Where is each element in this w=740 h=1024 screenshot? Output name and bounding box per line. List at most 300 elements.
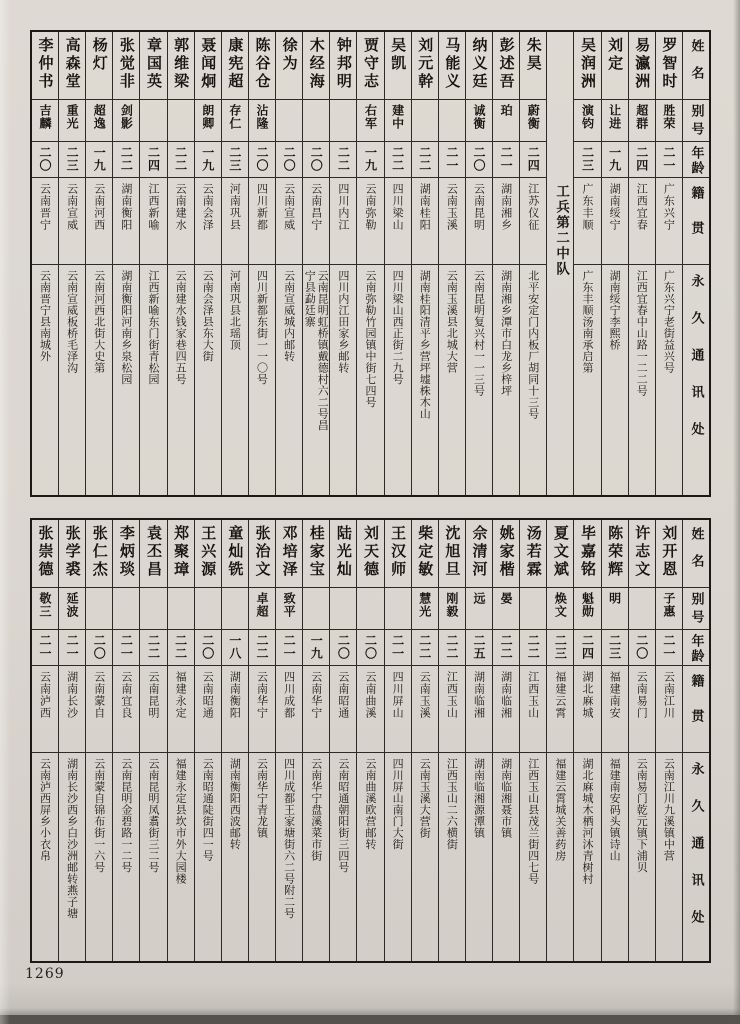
person-native-place: 江西玉山 [445, 671, 459, 719]
person-column [194, 520, 221, 961]
person-column [384, 520, 411, 961]
person-native-place: 湖南湘乡 [499, 183, 513, 231]
person-address: 云南会泽县东大街 [201, 270, 215, 362]
person-age-cell [330, 630, 356, 666]
person-age: 二三 [553, 634, 568, 660]
person-address: 云南华宁盘溪菜市街 [309, 758, 323, 862]
person-name: 王汉师 [389, 525, 408, 579]
person-age: 二〇 [37, 146, 52, 172]
person-native-cell [86, 178, 112, 265]
person-native-place: 四川内江 [336, 183, 350, 231]
person-name-cell [276, 520, 302, 588]
person-age-cell [330, 142, 356, 178]
person-address-cell [276, 265, 302, 495]
person-name-cell [32, 32, 58, 100]
person-native-place: 江西宜春 [635, 183, 649, 231]
person-address: 云南江川九溪镇中营 [662, 758, 676, 862]
person-address-cell [520, 265, 546, 495]
person-name: 刘天德 [361, 525, 380, 579]
person-age: 二〇 [254, 146, 269, 172]
person-alias-cell [59, 100, 85, 142]
person-age: 二一 [661, 146, 676, 172]
person-age-cell [113, 630, 139, 666]
person-column [628, 520, 655, 961]
person-alias-cell [629, 588, 655, 630]
person-native-cell [520, 178, 546, 265]
person-age-cell [574, 630, 600, 666]
page-number: 1269 [25, 966, 65, 982]
person-name-cell [520, 520, 546, 588]
person-name-cell [303, 520, 329, 588]
header-address-label: 永久通讯处 [688, 762, 704, 947]
person-native-cell [466, 666, 492, 753]
person-alias-cell [113, 100, 139, 142]
person-name-cell [439, 32, 465, 100]
unit-section-column [546, 32, 573, 495]
person-column [167, 520, 194, 961]
person-native-cell [303, 178, 329, 265]
person-name-cell [493, 520, 519, 588]
person-address: 云南华宁青龙镇 [255, 758, 269, 839]
person-address: 云南宣威城内邮转 [282, 270, 296, 362]
person-native-place: 福建云霄 [553, 671, 567, 719]
person-column [573, 32, 600, 495]
person-native-cell [113, 178, 139, 265]
person-native-cell [574, 178, 600, 265]
person-name-cell [59, 520, 85, 588]
person-address: 云南河西北街大史第 [92, 270, 106, 374]
person-native-place: 云南河西 [92, 183, 106, 231]
person-column [32, 520, 58, 961]
header-native-cell [683, 178, 709, 265]
person-alias: 超群 [634, 104, 649, 130]
person-name: 纳义廷 [470, 37, 489, 91]
person-address-cell [86, 265, 112, 495]
person-name-cell [113, 520, 139, 588]
person-age-cell [32, 630, 58, 666]
person-address: 江西新喻东门街青松园 [146, 270, 160, 385]
person-age-cell [412, 630, 438, 666]
person-age: 二四 [580, 634, 595, 660]
person-address: 云南昆明虹桥镇戴德村六二号昌宁县勐廷寨 [303, 270, 330, 431]
person-address: 云南曲溪欧营邮转 [363, 758, 377, 850]
person-age-cell [357, 630, 383, 666]
person-address: 湖南衡阳河南乡泉松园 [119, 270, 133, 385]
person-native-cell [547, 666, 573, 753]
person-column [438, 520, 465, 961]
person-alias: 刚毅 [444, 592, 459, 618]
person-column [248, 32, 275, 495]
person-native-place: 江西玉山 [526, 671, 540, 719]
person-age-cell [385, 630, 411, 666]
person-name: 聂闻炯 [199, 37, 218, 91]
person-native-place: 云南宣威 [282, 183, 296, 231]
person-name-cell [656, 32, 682, 100]
person-address-cell [140, 753, 166, 961]
person-age-cell [466, 142, 492, 178]
person-name-cell [357, 32, 383, 100]
person-column [194, 32, 221, 495]
person-age-cell [249, 630, 275, 666]
person-alias-cell [466, 588, 492, 630]
person-alias-cell [59, 588, 85, 630]
person-age: 二一 [661, 634, 676, 660]
person-address-cell [385, 753, 411, 961]
person-column [167, 32, 194, 495]
person-name: 马能义 [443, 37, 462, 91]
person-alias: 让进 [607, 104, 622, 130]
person-native-cell [276, 178, 302, 265]
person-age-cell [276, 630, 302, 666]
person-alias: 明 [607, 592, 622, 605]
person-column [58, 32, 85, 495]
person-column [655, 32, 682, 495]
person-address-cell [249, 265, 275, 495]
person-native-place: 云南会泽 [201, 183, 215, 231]
person-address-cell [330, 265, 356, 495]
scan-edge-left [0, 0, 10, 1024]
person-native-cell [303, 666, 329, 753]
person-age-cell [520, 630, 546, 666]
person-column [302, 32, 329, 495]
person-column [356, 520, 383, 961]
person-native-place: 广东丰顺 [580, 183, 594, 231]
person-age-cell [168, 142, 194, 178]
person-age: 二一 [37, 634, 52, 660]
person-name: 易瀛洲 [633, 37, 652, 91]
person-native-cell [357, 178, 383, 265]
person-address-cell [439, 265, 465, 495]
person-address: 云南易门乾元镇下浦贝 [635, 758, 649, 873]
person-age-cell [113, 142, 139, 178]
person-address-cell [357, 753, 383, 961]
person-alias-cell [385, 100, 411, 142]
person-native-place: 云南江川 [662, 671, 676, 719]
person-name-cell [439, 520, 465, 588]
person-native-place: 云南易门 [635, 671, 649, 719]
person-age: 二〇 [92, 634, 107, 660]
person-age-cell [168, 630, 194, 666]
person-alias: 超逸 [92, 104, 107, 130]
person-alias-cell [547, 588, 573, 630]
header-name-cell [683, 520, 709, 588]
person-native-place: 云南玉溪 [445, 183, 459, 231]
person-age: 二二 [499, 634, 514, 660]
person-address-cell [303, 753, 329, 961]
person-name-cell [574, 520, 600, 588]
person-alias: 卓超 [254, 592, 269, 618]
person-address-cell [195, 265, 221, 495]
person-age: 二二 [254, 634, 269, 660]
person-address: 湖南桂阳清平乡营坪墟株木山 [418, 270, 432, 420]
person-column [139, 520, 166, 961]
person-name: 邓培泽 [280, 525, 299, 579]
person-column [573, 520, 600, 961]
person-name-cell [385, 520, 411, 588]
person-address-cell [168, 265, 194, 495]
person-name-cell [140, 32, 166, 100]
person-address: 江西玉山二六横街 [445, 758, 459, 850]
person-native-cell [140, 666, 166, 753]
person-native-cell [195, 666, 221, 753]
person-age-cell [439, 142, 465, 178]
person-address: 云南宣威板桥毛泽沟 [65, 270, 79, 374]
person-native-cell [330, 178, 356, 265]
person-address: 四川成都王家塘街六二号附二号 [282, 758, 296, 919]
person-age-cell [629, 630, 655, 666]
person-name-cell [520, 32, 546, 100]
person-name-cell [140, 520, 166, 588]
person-name: 彭述吾 [497, 37, 516, 91]
person-name-cell [412, 520, 438, 588]
person-age-cell [195, 630, 221, 666]
person-address: 湖南绥宁李熙桥 [608, 270, 622, 351]
person-name-cell [547, 520, 573, 588]
person-name: 高森堂 [63, 37, 82, 91]
person-alias-cell [602, 100, 628, 142]
person-native-place: 湖南临湘 [499, 671, 513, 719]
person-age: 二二 [336, 146, 351, 172]
person-alias-cell [168, 100, 194, 142]
person-age-cell [602, 630, 628, 666]
person-column [329, 520, 356, 961]
person-name-cell [59, 32, 85, 100]
person-age-cell [520, 142, 546, 178]
header-alias-label: 别号 [688, 592, 704, 628]
person-address: 云南昆明复兴村一一三号 [472, 270, 486, 397]
person-native-place: 云南昌宁 [309, 183, 323, 231]
person-age: 二五 [471, 634, 486, 660]
person-native-cell [59, 178, 85, 265]
person-native-cell [168, 178, 194, 265]
person-address: 云南玉溪县北城大营 [445, 270, 459, 374]
person-native-cell [656, 178, 682, 265]
person-name: 佘清河 [470, 525, 489, 579]
person-name: 徐为 [280, 37, 299, 73]
person-age-cell [86, 142, 112, 178]
person-name: 毕嘉铭 [578, 525, 597, 579]
person-column [85, 520, 112, 961]
person-native-cell [168, 666, 194, 753]
person-age-cell [59, 142, 85, 178]
person-age: 二一 [65, 634, 80, 660]
person-column [465, 520, 492, 961]
person-age-cell [59, 630, 85, 666]
person-name: 张仁杰 [90, 525, 109, 579]
person-age-cell [629, 142, 655, 178]
person-age: 一九 [607, 146, 622, 172]
person-age: 二一 [390, 634, 405, 660]
person-age-cell [466, 630, 492, 666]
person-name-cell [249, 32, 275, 100]
person-name: 陆光灿 [334, 525, 353, 579]
person-alias-cell [140, 100, 166, 142]
person-address: 四川屏山南门大街 [391, 758, 405, 850]
person-name: 李炳琰 [117, 525, 136, 579]
person-address: 北平安定门内板厂胡同十三号 [526, 270, 540, 420]
person-name: 刘开恩 [660, 525, 679, 579]
person-address-cell [168, 753, 194, 961]
person-age-cell [547, 630, 573, 666]
person-native-place: 江苏仪征 [526, 183, 540, 231]
person-column [411, 32, 438, 495]
person-column [356, 32, 383, 495]
person-name-cell [168, 520, 194, 588]
person-alias: 重光 [65, 104, 80, 130]
person-address: 云南建水钱家巷四五号 [174, 270, 188, 385]
person-alias-cell [385, 588, 411, 630]
person-alias: 诚衡 [471, 104, 486, 130]
person-name-cell [222, 32, 248, 100]
person-alias: 吉麟 [37, 104, 52, 130]
person-name-cell [32, 520, 58, 588]
person-name: 李仲书 [36, 37, 55, 91]
person-native-cell [629, 178, 655, 265]
person-column [112, 32, 139, 495]
person-address-cell [357, 265, 383, 495]
person-address: 河南巩县北瑶顶 [228, 270, 242, 351]
person-alias-cell [493, 588, 519, 630]
person-native-cell [493, 666, 519, 753]
person-age-cell [222, 630, 248, 666]
person-address-cell [385, 265, 411, 495]
person-alias: 朗卿 [200, 104, 215, 130]
person-native-place: 广东兴宁 [662, 183, 676, 231]
person-native-place: 福建永定 [174, 671, 188, 719]
person-alias-cell [330, 100, 356, 142]
person-native-place: 云南昆明 [146, 671, 160, 719]
person-native-place: 四川成都 [282, 671, 296, 719]
person-native-cell [656, 666, 682, 753]
person-address-cell [32, 753, 58, 961]
unit-section-label: 工兵第二中队 [553, 184, 570, 277]
person-age: 二三 [227, 146, 242, 172]
person-alias: 敬三 [37, 592, 52, 618]
person-age: 一九 [200, 146, 215, 172]
person-address-cell [195, 753, 221, 961]
person-native-cell [412, 666, 438, 753]
person-native-place: 云南晋宁 [38, 183, 52, 231]
person-native-place: 四川屏山 [391, 671, 405, 719]
header-alias-cell [683, 100, 709, 142]
person-native-cell [32, 178, 58, 265]
person-age-cell [656, 142, 682, 178]
person-address-cell [59, 265, 85, 495]
person-native-place: 云南玉溪 [418, 671, 432, 719]
person-column [601, 32, 628, 495]
person-address-cell [493, 265, 519, 495]
roster-table-bottom [30, 518, 711, 963]
person-address: 湖南衡阳西波邮转 [228, 758, 242, 850]
person-address-cell [276, 753, 302, 961]
person-native-cell [520, 666, 546, 753]
person-native-place: 湖南桂阳 [418, 183, 432, 231]
person-column [275, 520, 302, 961]
person-native-place: 云南华宁 [255, 671, 269, 719]
person-address: 云南昆明金碧路一二号 [119, 758, 133, 873]
person-address-cell [59, 753, 85, 961]
person-address: 云南昆明凤翥街三二号 [146, 758, 160, 873]
person-column [221, 520, 248, 961]
person-age: 一九 [309, 634, 324, 660]
person-column [628, 32, 655, 495]
person-address: 云南弥勒竹园镇中街七四号 [363, 270, 377, 408]
person-column [58, 520, 85, 961]
person-address: 云南泸西屏乡小衣帛 [38, 758, 52, 862]
person-native-place: 云南蒙自 [92, 671, 106, 719]
person-alias: 延波 [65, 592, 80, 618]
person-native-cell [574, 666, 600, 753]
person-alias: 右军 [363, 104, 378, 130]
person-alias-cell [656, 100, 682, 142]
person-alias: 慧光 [417, 592, 432, 618]
person-address-cell [602, 753, 628, 961]
person-native-cell [357, 666, 383, 753]
person-age: 二〇 [282, 146, 297, 172]
person-native-place: 江西新喻 [146, 183, 160, 231]
person-age: 二〇 [634, 634, 649, 660]
person-native-cell [385, 178, 411, 265]
person-alias-cell [412, 588, 438, 630]
person-address-cell [303, 265, 329, 495]
person-name: 朱昊 [524, 37, 543, 73]
person-alias-cell [656, 588, 682, 630]
person-native-place: 云南泸西 [38, 671, 52, 719]
person-column [329, 32, 356, 495]
person-address: 湖南临湘聂市镇 [499, 758, 513, 839]
person-native-place: 湖南衡阳 [228, 671, 242, 719]
person-age: 二二 [417, 146, 432, 172]
person-age: 二四 [634, 146, 649, 172]
person-name-cell [629, 520, 655, 588]
person-alias-cell [412, 100, 438, 142]
person-age: 二一 [282, 634, 297, 660]
person-address: 云南昭通朝阳街三四号 [336, 758, 350, 873]
person-address-cell [574, 265, 600, 495]
person-address-cell [113, 753, 139, 961]
person-alias-cell [86, 588, 112, 630]
person-column [546, 520, 573, 961]
person-alias: 远 [471, 592, 486, 605]
person-name-cell [86, 520, 112, 588]
person-name-cell [303, 32, 329, 100]
person-age-cell [493, 142, 519, 178]
person-native-cell [249, 178, 275, 265]
header-column [682, 520, 709, 961]
person-name: 章国英 [144, 37, 163, 91]
person-alias-cell [195, 100, 221, 142]
person-address-cell [439, 753, 465, 961]
person-age-cell [276, 142, 302, 178]
person-address-cell [222, 265, 248, 495]
person-name: 张觉非 [117, 37, 136, 91]
person-alias-cell [493, 100, 519, 142]
person-age: 二四 [526, 146, 541, 172]
person-alias-cell [222, 100, 248, 142]
person-age-cell [86, 630, 112, 666]
person-age-cell [249, 142, 275, 178]
person-name: 吴润洲 [578, 37, 597, 91]
person-alias-cell [140, 588, 166, 630]
person-address-cell [249, 753, 275, 961]
person-name-cell [168, 32, 194, 100]
person-age: 一九 [363, 146, 378, 172]
person-name: 木经海 [307, 37, 326, 91]
person-name: 王兴源 [199, 525, 218, 579]
person-native-cell [493, 178, 519, 265]
person-alias-cell [520, 100, 546, 142]
person-alias-cell [249, 588, 275, 630]
